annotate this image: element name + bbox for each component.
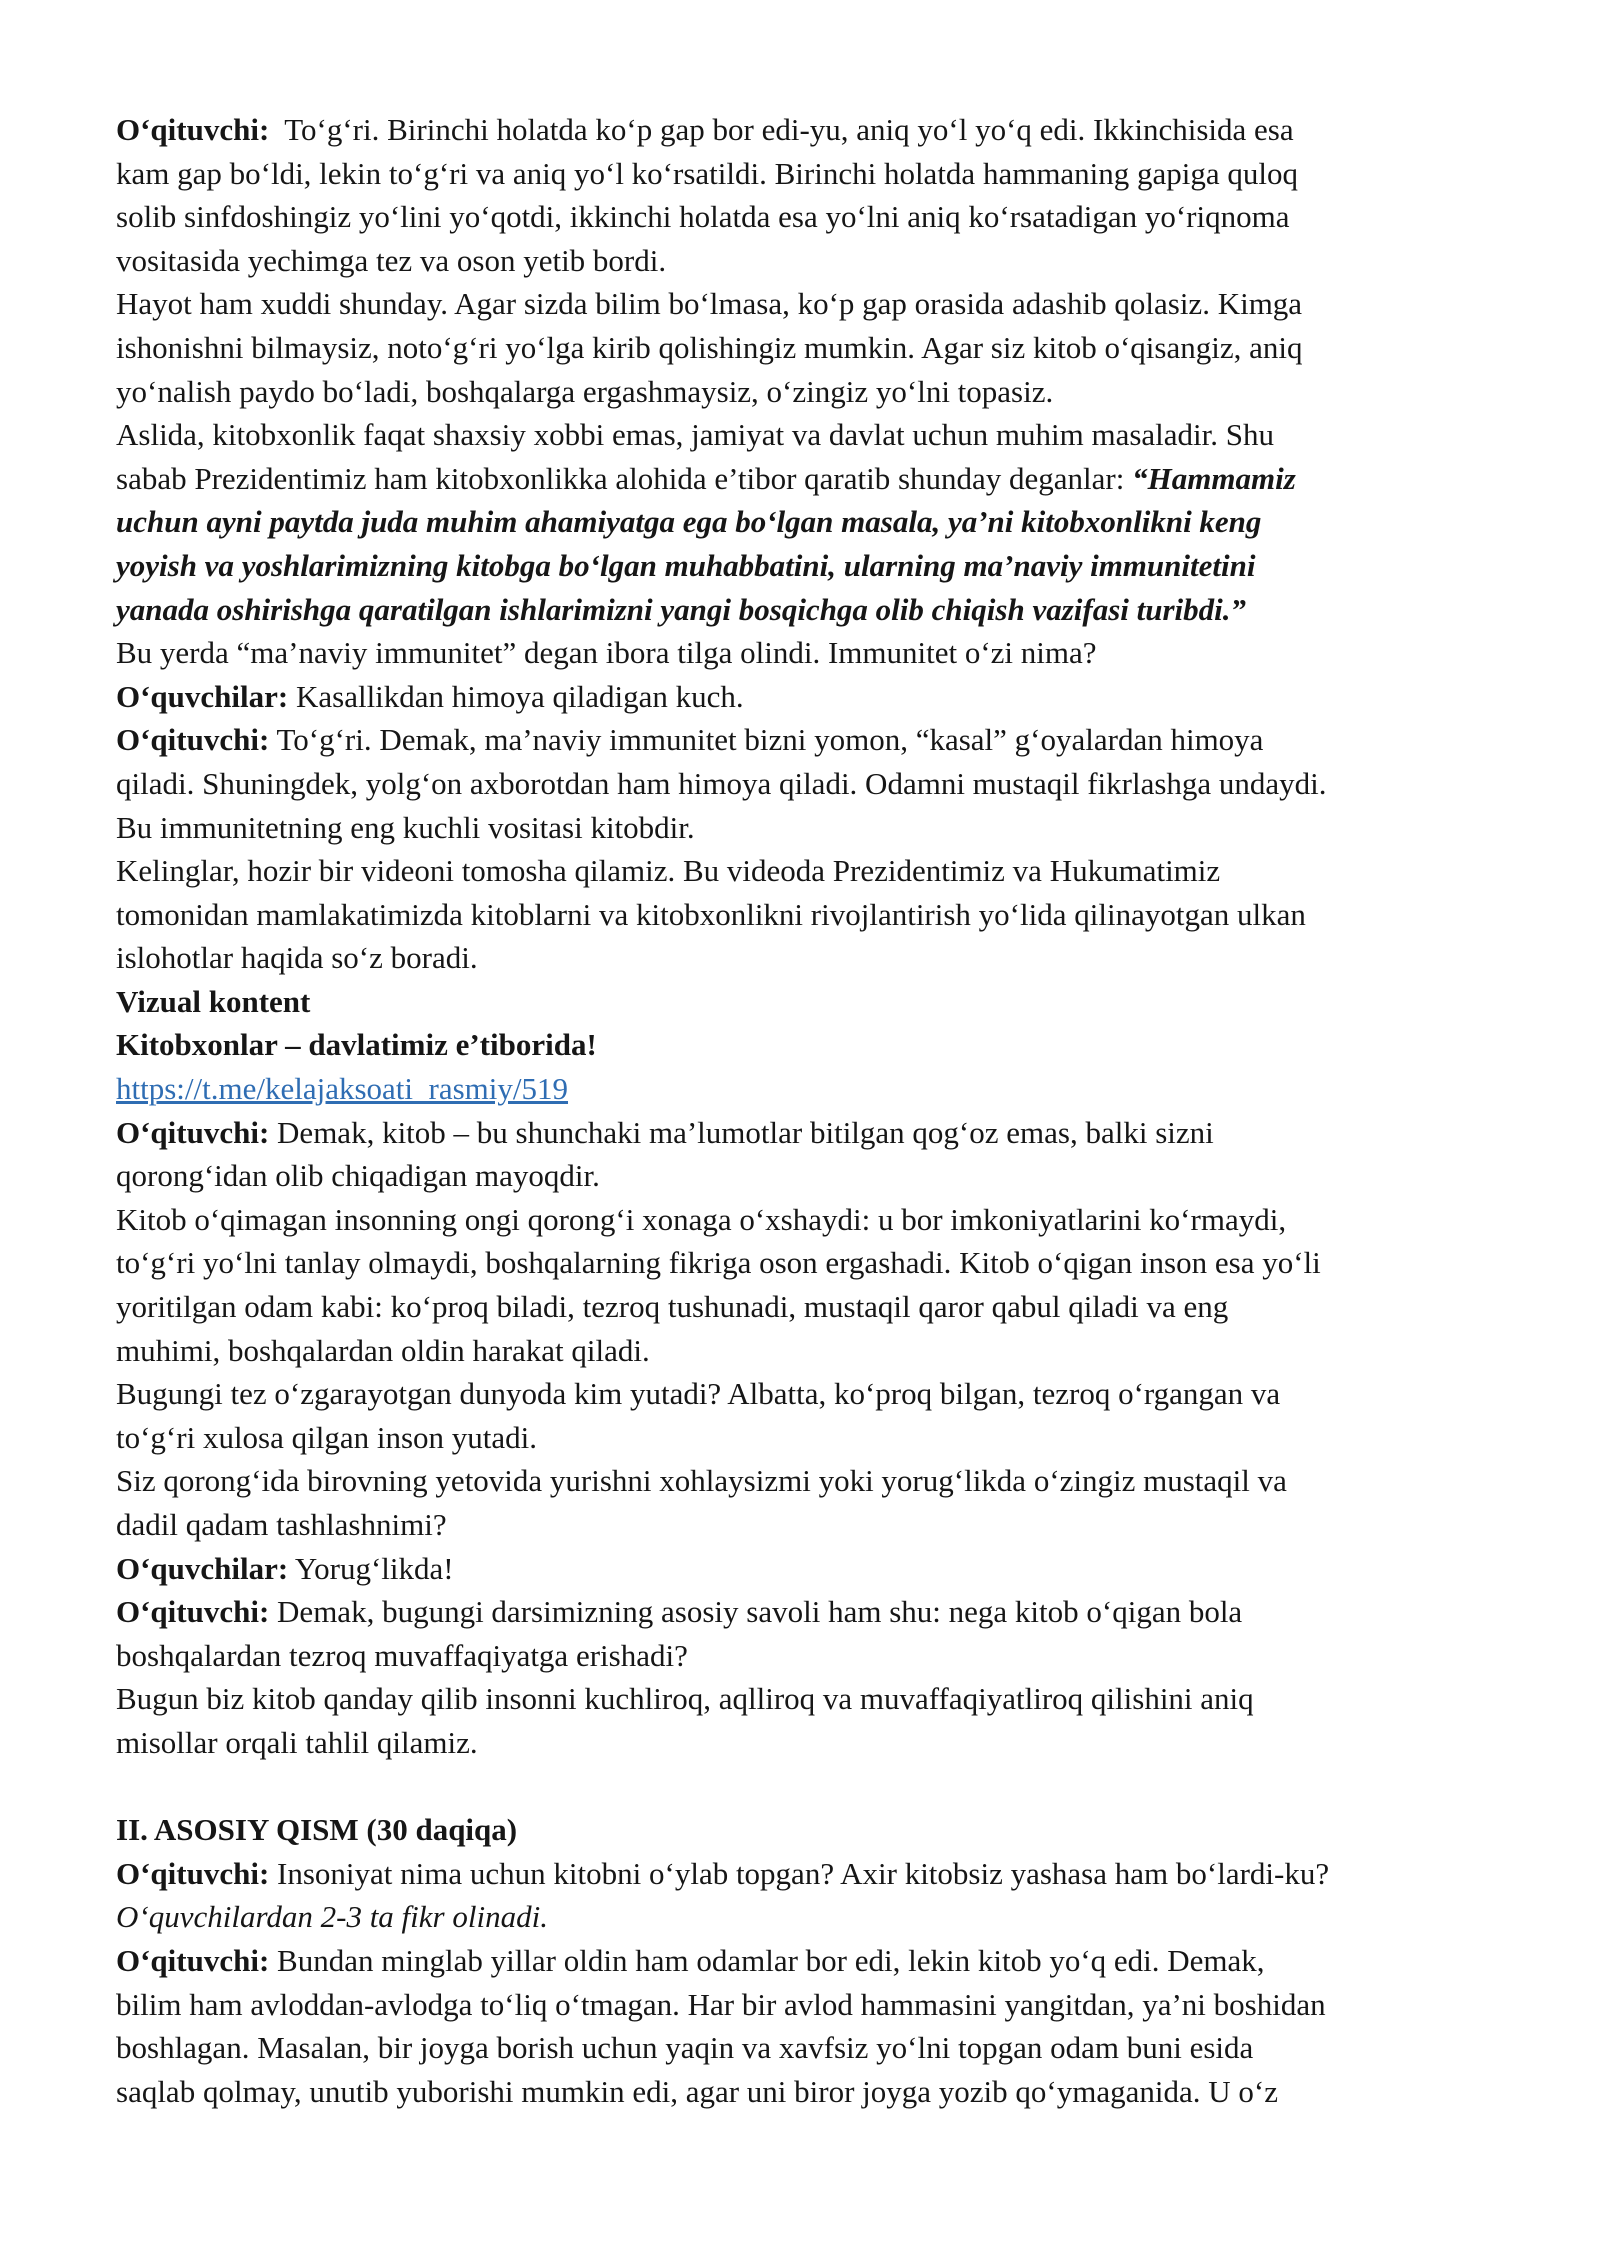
text-line [116,1329,1490,1373]
text-line [116,370,1490,414]
text-line [116,1983,1490,2027]
body-text: Hayot ham xuddi shunday. Agar sizda bilim bo‘lmasa, ko‘p gap orasida adashib qolasiz. Kimga [116,286,1303,322]
speaker-label: O‘qituvchi: [116,1594,270,1630]
body-text: kam gap bo‘ldi, lekin to‘g‘ri va aniq yo‘l ko‘rsatildi. Birinchi holatda hammaning gapiga quloq [116,155,1299,191]
paragraph-p14 [116,1459,1490,1546]
text-line [116,1721,1490,1765]
paragraph-p18 [116,1808,1490,1852]
body-text: saqlab qolmay, unutib yuborishi mumkin edi, agar uni biror joyga yozib qo‘ymaganida. U o‘z [116,2073,1278,2109]
paragraph-p5 [116,675,1490,719]
body-text: Bugungi tez o‘zgarayotgan dunyoda kim yutadi? Albatta, ko‘proq bilgan, tezroq o‘rgangan va [116,1376,1281,1412]
body-text: yo‘nalish paydo bo‘ladi, boshqalarga ergashmaysiz, o‘zingiz yo‘lni topasiz. [116,373,1054,409]
quote-text: “Hammamiz [1132,460,1296,496]
body-text: islohotlar haqida so‘z boradi. [116,940,478,976]
text-line [116,1023,1490,1067]
text-line [116,1895,1490,1939]
body-text: Aslida, kitobxonlik faqat shaxsiy xobbi emas, jamiyat va davlat uchun muhim masaladir. Shu [116,417,1275,453]
paragraph-p11 [116,1111,1490,1198]
quote-text: uchun ayni paytda juda muhim ahamiyatga ega bo‘lgan masala, ya’ni kitobxonlikni keng [116,504,1262,540]
text-line [116,631,1490,675]
paragraph-p4 [116,631,1490,675]
paragraph-p20 [116,1895,1490,1939]
speaker-label: II. ASOSIY QISM (30 daqiqa) [116,1812,518,1848]
speaker-label: O‘quvchilar: [116,678,289,714]
paragraph-p17 [116,1677,1490,1764]
speaker-label: O‘qituvchi: [116,1942,270,1978]
text-line [116,1677,1490,1721]
body-text: qiladi. Shuningdek, yolg‘on axborotdan ham himoya qiladi. Odamni mustaqil fikrlashga undaydi. [116,765,1327,801]
paragraph-p3 [116,413,1490,631]
text-line [116,152,1490,196]
paragraph-p9 [116,1023,1490,1067]
body-text: Siz qorong‘ida birovning yetovida yurishni xohlaysizmi yoki yorug‘likda o‘zingiz mustaqil va [116,1463,1287,1499]
text-line [116,588,1490,632]
text-line [116,1198,1490,1242]
paragraph-spacer [116,1765,1490,1809]
paragraph-p2 [116,282,1490,413]
text-line [116,500,1490,544]
body-text: Bugun biz kitob qanday qilib insonni kuchliroq, aqlliroq va muvaffaqiyatliroq qilishini aniq [116,1681,1254,1717]
text-line [116,1939,1490,1983]
text-line [116,1285,1490,1329]
text-line [116,1547,1490,1591]
speaker-label: O‘qituvchi: [116,722,270,758]
paragraph-p8 [116,980,1490,1024]
text-line [116,239,1490,283]
text-line [116,893,1490,937]
paragraph-p7 [116,849,1490,980]
text-line [116,1634,1490,1678]
body-text: to‘g‘ri yo‘lni tanlay olmaydi, boshqalarning fikriga oson ergashadi. Kitob o‘qigan inson esa yo‘li [116,1245,1321,1281]
paragraph-p1 [116,108,1490,282]
body-text: dadil qadam tashlashnimi? [116,1507,447,1542]
body-text: misollar orqali tahlil qilamiz. [116,1724,478,1760]
paragraph-p16 [116,1590,1490,1677]
body-text: To‘g‘ri. Birinchi holatda ko‘p gap bor edi-yu, aniq yo‘l yo‘q edi. Ikkinchisida esa [269,112,1294,147]
body-text: sabab Prezidentimiz ham kitobxonlikka alohida e’tibor qaratib shunday deganlar: [116,460,1133,496]
speaker-label: O‘quvchilar: [116,1550,289,1586]
text-line [116,762,1490,806]
text-line [116,282,1490,326]
body-text: To‘g‘ri. Demak, ma’naviy immunitet bizni yomon, “kasal” g‘oyalardan himoya [269,722,1264,758]
text-line [116,108,1490,152]
text-line [116,806,1490,850]
body-text: muhimi, boshqalardan oldin harakat qiladi. [116,1332,650,1368]
speaker-label: O‘qituvchi: [116,1855,270,1891]
text-line [116,413,1490,457]
text-line [116,718,1490,762]
body-text: Demak, kitob – bu shunchaki ma’lumotlar bitilgan qog‘oz emas, balki sizni [269,1114,1214,1150]
paragraph-p6 [116,718,1490,849]
text-line [116,326,1490,370]
paragraph-p21 [116,1939,1490,2113]
body-text: Bu immunitetning eng kuchli vositasi kitobdir. [116,809,695,845]
body-text: to‘g‘ri xulosa qilgan inson yutadi. [116,1419,538,1455]
text-line [116,1154,1490,1198]
quote-text: yoyish va yoshlarimizning kitobga bo‘lgan muhabbatini, ularning ma’naviy immunitetini [116,547,1256,583]
body-text: Demak, bugungi darsimizning asosiy savoli ham shu: nega kitob o‘qigan bola [269,1594,1243,1630]
text-line [116,457,1490,501]
quote-text: yanada oshirishga qaratilgan ishlarimizni yangi bosqichga olib chiqish vazifasi turibdi.” [116,591,1247,627]
text-line [116,1372,1490,1416]
paragraph-p15 [116,1547,1490,1591]
text-line [116,195,1490,239]
body-text: qorong‘idan olib chiqadigan mayoqdir. [116,1158,600,1194]
text-line [116,1111,1490,1155]
paragraph-p19 [116,1852,1490,1896]
body-text: Insoniyat nima uchun kitobni o‘ylab topgan? Axir kitobsiz yashasa ham bo‘lardi-ku? [269,1855,1330,1891]
text-line [116,1416,1490,1460]
text-line [116,675,1490,719]
paragraph-p13 [116,1372,1490,1459]
text-line [116,1067,1490,1111]
speaker-label: Vizual kontent [116,983,311,1019]
speaker-label: Kitobxonlar – davlatimiz e’tiborida! [116,1027,597,1063]
paragraph-p12 [116,1198,1490,1372]
body-text: Bu yerda “ma’naviy immunitet” degan ibora tilga olindi. Immunitet o‘zi nima? [116,635,1097,671]
text-line [116,936,1490,980]
body-text: Bundan minglab yillar oldin ham odamlar bor edi, lekin kitob yo‘q edi. Demak, [269,1942,1265,1978]
text-line [116,2026,1490,2070]
text-line [116,2070,1490,2114]
text-line [116,849,1490,893]
paragraph-p10 [116,1067,1490,1111]
text-line [116,544,1490,588]
body-text: boshlagan. Masalan, bir joyga borish uchun yaqin va xavfsiz yo‘lni topgan odam buni esida [116,2030,1254,2066]
text-line [116,1590,1490,1634]
body-text: tomonidan mamlakatimizda kitoblarni va kitobxonlikni rivojlantirish yo‘lida qilinayotgan ulkan [116,896,1306,932]
text-line [116,1459,1490,1503]
body-text: boshqalardan tezroq muvaffaqiyatga erishadi? [116,1637,688,1673]
text-line [116,1808,1490,1852]
body-text: vositasida yechimga tez va oson yetib bordi. [116,242,667,278]
text-line [116,980,1490,1024]
italic-note: O‘quvchilardan 2-3 ta fikr olinadi. [116,1899,548,1935]
body-text: yoritilgan odam kabi: ko‘proq biladi, tezroq tushunadi, mustaqil qaror qabul qiladi va eng [116,1289,1229,1325]
body-text: Kitob o‘qimagan insonning ongi qorong‘i xonaga o‘xshaydi: u bor imkoniyatlarini ko‘rmaydi, [116,1201,1287,1237]
speaker-label: O‘qituvchi: [116,1114,270,1150]
text-line [116,1241,1490,1285]
body-text: Kelinglar, hozir bir videoni tomosha qilamiz. Bu videoda Prezidentimiz va Hukumatimiz [116,853,1221,889]
body-text: Yorug‘likda! [288,1550,454,1586]
video-link[interactable]: https://t.me/kelajaksoati_rasmiy/519 [116,1071,569,1107]
text-line [116,1503,1490,1547]
text-line [116,1852,1490,1896]
body-text: Kasallikdan himoya qiladigan kuch. [288,678,744,714]
body-text: bilim ham avloddan-avlodga to‘liq o‘tmagan. Har bir avlod hammasini yangitdan, ya’ni boshidan [116,1986,1326,2022]
body-text: ishonishni bilmaysiz, noto‘g‘ri yo‘lga kirib qolishingiz mumkin. Agar siz kitob o‘qisangiz, aniq [116,329,1303,365]
body-text: solib sinfdoshingiz yo‘lini yo‘qotdi, ikkinchi holatda esa yo‘lni aniq ko‘rsatadigan yo‘riqnoma [116,199,1290,235]
speaker-label: O‘qituvchi: [116,112,270,147]
